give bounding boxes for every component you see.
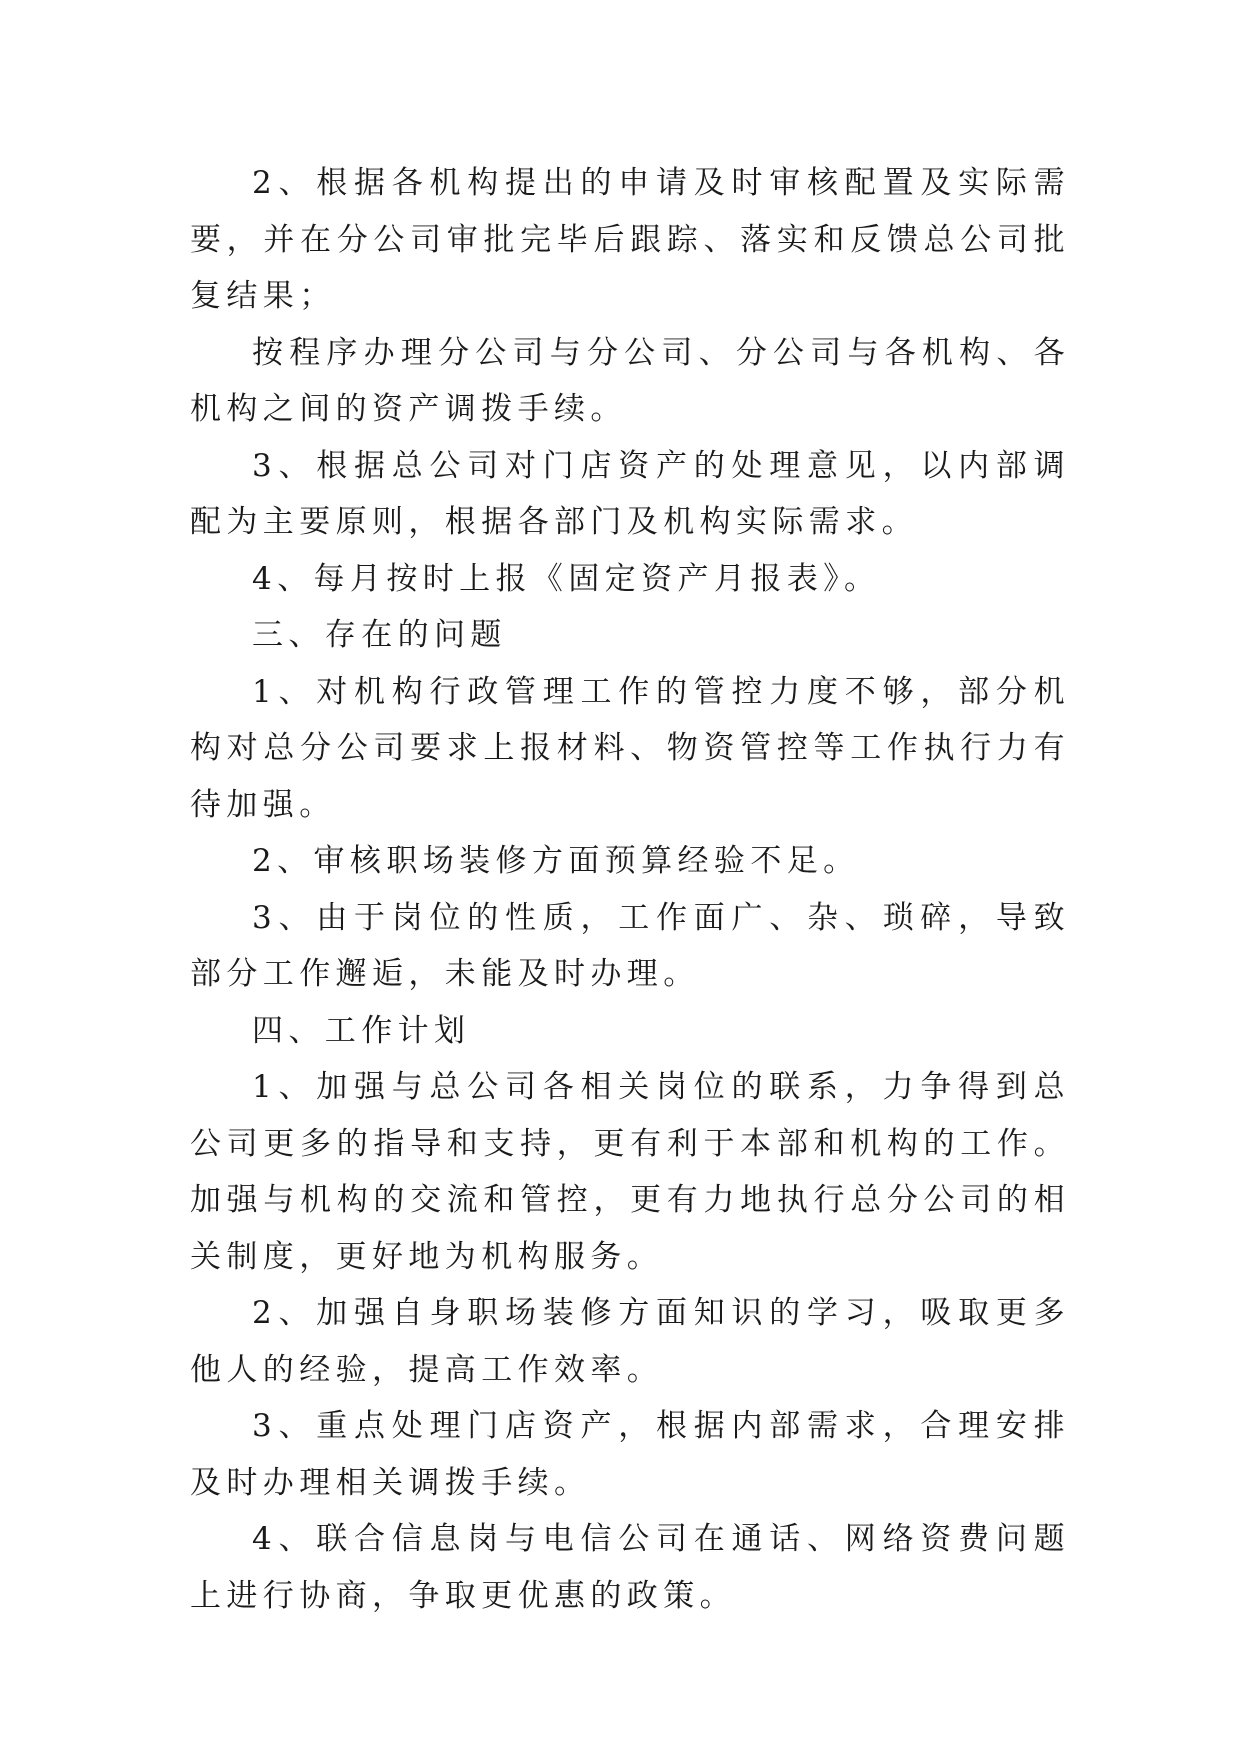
paragraph: 2、审核职场装修方面预算经验不足。 [252, 843, 860, 879]
paragraph: 按程序办理分公司与分公司、分公司与各机构、各机构之间的资产调拨手续。 [190, 334, 1070, 427]
paragraph: 1、对机构行政管理工作的管控力度不够，部分机构对总分公司要求上报材料、物资管控等工作执行力有待加强。 [190, 673, 1070, 823]
section-heading: 三、存在的问题 [252, 617, 507, 653]
paragraph: 3、根据总公司对门店资产的处理意见，以内部调配为主要原则，根据各部门及机构实际需求。 [190, 447, 1070, 540]
paragraph: 2、根据各机构提出的申请及时审核配置及实际需要，并在分公司审批完毕后跟踪、落实和反馈总公司批复结果； [190, 165, 1070, 314]
section-heading: 四、工作计划 [252, 1012, 471, 1049]
paragraph: 4、联合信息岗与电信公司在通话、网络资费问题上进行协商，争取更优惠的政策。 [190, 1521, 1070, 1614]
document-body [190, 155, 1070, 1624]
paragraph: 4、每月按时上报《固定资产月报表》。 [252, 560, 881, 597]
paragraph: 2、加强自身职场装修方面知识的学习，吸取更多他人的经验，提高工作效率。 [190, 1295, 1070, 1388]
paragraph: 3、由于岗位的性质，工作面广、杂、琐碎，导致部分工作邂逅，未能及时办理。 [190, 899, 1070, 992]
paragraph: 3、重点处理门店资产，根据内部需求，合理安排及时办理相关调拨手续。 [190, 1408, 1070, 1501]
paragraph: 1、加强与总公司各相关岗位的联系，力争得到总公司更多的指导和支持，更有利于本部和机构的工作。加强与机构的交流和管控，更有力地执行总分公司的相关制度，更好地为机构服务。 [190, 1069, 1070, 1275]
